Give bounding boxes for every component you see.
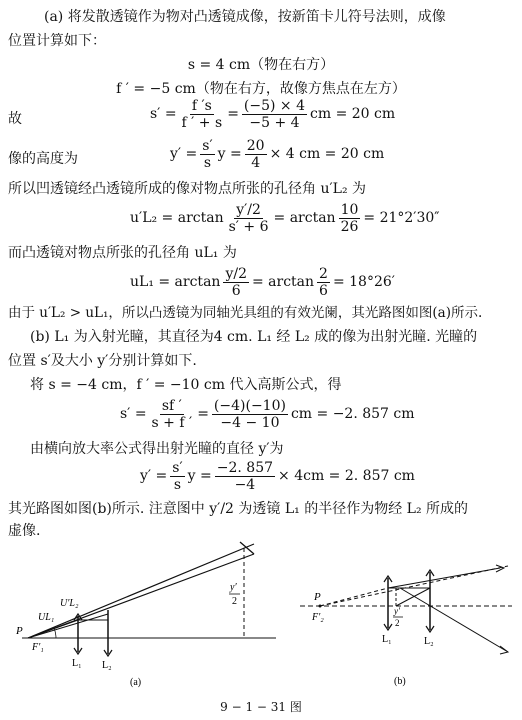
para-angle2: 而凸透镜对物点所张的孔径角 uL₁ 为 <box>8 245 237 261</box>
ray-dashed <box>320 588 388 606</box>
ray-top <box>28 544 254 638</box>
label-p: P <box>16 625 23 637</box>
fraction <box>245 138 267 171</box>
ul2-mid: = arctan <box>273 210 336 226</box>
para-a-line1: (a) 将发散透镜作为物对凸透镜成像，按新笛卡儿符号法则，成像 <box>44 9 446 25</box>
numerator: −2. 857 <box>216 459 274 476</box>
figure-b-label: (b) <box>394 676 406 687</box>
equation-b-y-prime <box>140 458 415 494</box>
b-y-mid: y = <box>187 468 212 484</box>
y-mid: y = <box>217 146 242 162</box>
numerator: 10 <box>340 201 359 218</box>
result: = 18°26′ <box>332 274 395 290</box>
numerator: 2 <box>319 265 328 282</box>
fraction <box>317 266 330 299</box>
point-p <box>319 605 322 608</box>
denominator: 4 <box>251 154 261 171</box>
b-y-lhs: y′ = <box>140 468 168 484</box>
equation-s: s = 4 cm（物在右方） <box>187 57 335 73</box>
para-angle1: 所以凹透镜经凸透镜所成的像对物点所张的孔径角 u′L₂ 为 <box>8 181 367 197</box>
equation-y-prime <box>170 136 384 172</box>
result: = 21°2′30″ <box>363 210 440 226</box>
fraction <box>200 138 214 171</box>
result: × 4 cm = 20 cm <box>269 146 385 162</box>
figure-b <box>300 562 514 690</box>
equation-s-prime <box>150 96 395 132</box>
para-b-line3: 将 s = −4 cm，f ′ = −10 cm 代入高斯公式，得 <box>30 377 342 393</box>
equals: = <box>227 106 239 122</box>
fraction <box>150 398 195 431</box>
para-b-line2: 位置 s′及大小 y′分别计算如下. <box>8 353 197 369</box>
fraction <box>215 460 275 493</box>
denominator: −4 − 10 <box>220 414 280 431</box>
label-y-half-num: y′ <box>230 582 237 593</box>
denominator: s <box>203 154 212 171</box>
denominator: s′ + 6 <box>228 218 269 235</box>
para-b-line4: 由横向放大率公式得出射光瞳的直径 y′为 <box>30 441 284 457</box>
label-l1: L₁ <box>72 658 82 669</box>
label-l1: L₁ <box>382 634 392 645</box>
denominator: 6 <box>231 282 241 299</box>
equals: = <box>197 406 209 422</box>
gu-label: 故 <box>8 111 22 127</box>
result: cm = 20 cm <box>310 106 396 122</box>
ray-down <box>400 588 508 652</box>
result: × 4cm = 2. 857 cm <box>278 468 415 484</box>
denominator: −4 <box>234 476 256 493</box>
numerator: f ′s <box>191 97 212 114</box>
para-a-line2: 位置计算如下： <box>8 33 106 49</box>
para-b-line6: 虚像. <box>8 523 41 539</box>
numerator: 20 <box>246 137 265 154</box>
fraction <box>223 266 249 299</box>
label-y-half-den: 2 <box>232 596 237 607</box>
label-y-half-den: 2 <box>395 618 400 628</box>
b-s-lhs: s′ = <box>120 406 147 422</box>
equation-f: f ′ = −5 cm（物在右方，故像方焦点在左方） <box>116 81 406 97</box>
denominator: 26 <box>340 218 359 235</box>
ul2-lhs: u′L₂ = arctan <box>130 210 224 226</box>
ray-out <box>388 568 500 588</box>
numerator: (−4)(−10) <box>213 397 286 414</box>
label-l2: L₂ <box>102 660 112 671</box>
denominator: s <box>173 476 182 493</box>
numerator: y′/2 <box>236 201 261 218</box>
label-l2: L₂ <box>424 636 434 647</box>
s-prime-lhs: s′ = <box>150 106 177 122</box>
figure-a-label: (a) <box>130 677 142 688</box>
figure-caption: 9 − 1 − 31 图 <box>220 700 302 714</box>
denominator: 6 <box>319 282 328 299</box>
fraction <box>180 98 225 131</box>
numerator: y/2 <box>225 265 247 282</box>
denominator: −5 + 4 <box>249 114 300 131</box>
numerator: s′ <box>172 459 183 476</box>
numerator: s′ <box>202 137 213 154</box>
ul1-mid: = arctan <box>251 274 315 290</box>
numerator: sf ′ <box>161 397 182 414</box>
fraction <box>212 398 288 431</box>
fraction <box>242 98 307 131</box>
figure-a <box>8 540 278 690</box>
y-lhs: y′ = <box>170 146 198 162</box>
equation-b-s-prime <box>120 396 415 432</box>
image-arrow <box>240 542 254 554</box>
para-since: 由于 u′L₂ > uL₁，所以凸透镜为同轴光具组的有效光阑，其光路图如图(a)所示. <box>8 305 483 321</box>
fraction <box>170 460 184 493</box>
denominator: s + f ′ <box>151 414 193 431</box>
ul1-lhs: uL₁ = arctan <box>130 274 221 290</box>
equation-u-l1 <box>130 264 395 300</box>
para-b-line1: (b) L₁ 为入射光瞳，其直径为4 cm. L₁ 经 L₂ 成的像为出射光瞳. 光瞳的 <box>30 329 478 345</box>
para-b-line5: 其光路图如图(b)所示. 注意图中 y′/2 为透镜 L₁ 的半径作为物经 L₂ 所成的 <box>8 501 469 517</box>
label-ul1: UL₁ <box>38 612 55 623</box>
label-ul2: U′L₂ <box>60 598 79 609</box>
equation-u-l2 <box>130 200 440 236</box>
fraction <box>227 202 271 235</box>
numerator: (−5) × 4 <box>243 97 306 114</box>
label-f1: F′₁ <box>32 642 44 653</box>
fraction <box>339 202 361 235</box>
result: cm = −2. 857 cm <box>290 406 415 422</box>
denominator: f ′ + s <box>181 114 223 131</box>
height-label: 像的高度为 <box>8 151 78 167</box>
label-f2: F′₂ <box>312 612 324 623</box>
label-p: P <box>314 591 321 603</box>
label-y-half-num: y′ <box>394 606 400 616</box>
